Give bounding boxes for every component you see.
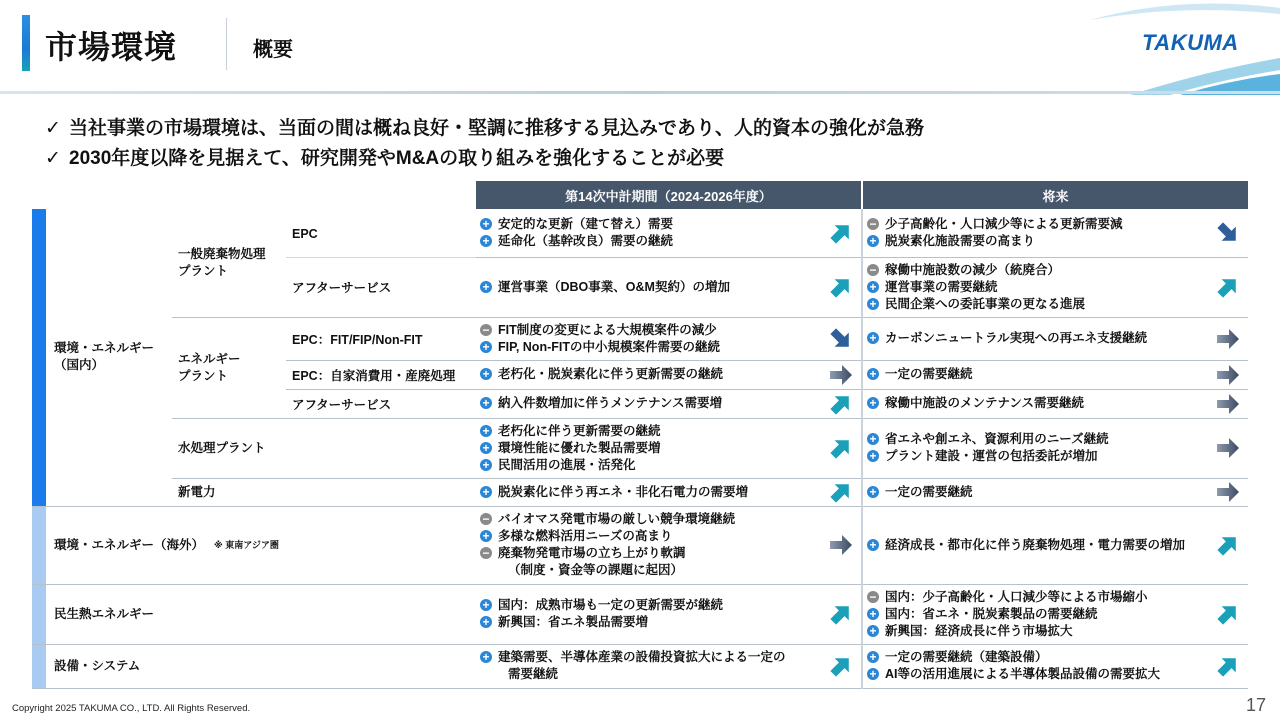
outlook-line: + 国内：省エネ・脱炭素製品の需要継続 [885,606,1218,623]
period-cell [476,360,862,389]
item-energy-after: アフターサービス [286,389,476,418]
arrow-up-icon [829,602,853,626]
future-cell [862,644,1248,688]
arrow-down-icon [1216,221,1240,245]
arrow-right-icon [1216,363,1240,387]
future-cell [862,506,1248,584]
outlook-line: 需要継続 [508,667,559,681]
future-cell [862,478,1248,506]
plus-icon: + [480,459,492,471]
page-subtitle: 概要 [253,39,293,61]
plus-icon: + [867,281,879,293]
plus-icon: + [867,539,879,551]
subcategory-energy: エネルギー プラント [172,317,286,418]
outlook-line: （制度・資金等の課題に起因） [508,563,684,577]
category-bar-domestic [32,209,46,506]
arrow-right-icon [1216,327,1240,351]
arrow-right-icon [829,363,853,387]
outlook-line: + 経済成長・都市化に伴う廃棄物処理・電力需要の増加 [885,537,1218,554]
outlook-line: + プラント建設・運営の包括委託が増加 [885,448,1218,465]
outlook-line: − 廃棄物発電市場の立ち上がり軟調 [498,545,831,562]
outlook-line: + AI等の活用進展による半導体製品設備の需要拡大 [885,666,1218,683]
item-waste-epc: EPC [286,209,476,257]
future-cell [862,389,1248,418]
outlook-line: − 少子高齢化・人口減少等による更新需要減 [885,216,1218,233]
minus-icon: − [480,513,492,525]
plus-icon: + [480,616,492,628]
arrow-up-icon [829,436,853,460]
outlook-line: + 民間活用の進展・活発化 [498,457,831,474]
outlook-line: + 脱炭素化に伴う再エネ・非化石電力の需要増 [498,484,831,501]
outlook-line: + 老朽化に伴う更新需要の継続 [498,423,831,440]
copyright: Copyright 2025 TAKUMA CO., LTD. All Rights Reserved. [12,703,251,714]
arrow-up-icon [1216,602,1240,626]
category-heat: 民生熱エネルギー [46,584,476,644]
outlook-line: + 納入件数増加に伴うメンテナンス需要増 [498,395,831,412]
period-cell [476,478,862,506]
outlook-line: + 新興国：省エネ製品需要増 [498,614,831,631]
region-note: ※ 東南アジア圏 [214,539,279,550]
plus-icon: + [480,281,492,293]
page-title: 市場環境 [45,29,178,65]
outlook-line: + 老朽化・脱炭素化に伴う更新需要の継続 [498,366,831,383]
check-icon: ✓ [45,118,61,139]
arrow-right-icon [1216,436,1240,460]
outlook-line: + 延命化（基幹改良）需要の継続 [498,233,831,250]
future-cell [862,584,1248,644]
period-cell [476,584,862,644]
plus-icon: + [867,332,879,344]
plus-icon: + [867,397,879,409]
minus-icon: − [480,547,492,559]
outlook-line: + 一定の需要継続 [885,366,1218,383]
outlook-line: + FIP, Non-FITの中小規模案件需要の継続 [498,339,831,356]
future-cell [862,360,1248,389]
category-bar-heat [32,584,46,644]
minus-icon: − [867,218,879,230]
outlook-line: + 脱炭素化施設需要の高まり [885,233,1218,250]
outlook-line: + 多様な燃料活用ニーズの高まり [498,528,831,545]
outlook-line: + 新興国：経済成長に伴う市場拡大 [885,623,1218,640]
category-overseas: 環境・エネルギー（海外） $^{※ 東南アジア圏}$ [46,506,476,584]
plus-icon: + [480,368,492,380]
outlook-line: − 稼働中施設数の減少（統廃合） [885,262,1218,279]
plus-icon: + [480,341,492,353]
future-cell [862,209,1248,257]
plus-icon: + [480,235,492,247]
subcategory-power: 新電力 [172,478,476,506]
plus-icon: + [480,397,492,409]
arrow-up-icon [1216,533,1240,557]
arrow-up-icon [829,480,853,504]
arrow-down-icon [829,327,853,351]
subcategory-water: 水処理プラント [172,418,476,478]
header-underline [0,91,1280,94]
plus-icon: + [480,425,492,437]
arrow-up-icon [829,275,853,299]
market-table [32,181,1248,689]
arrow-right-icon [829,533,853,557]
future-cell [862,418,1248,478]
summary-bullet: ✓ 2030年度以降を見据えて、研究開発やM&Aの取り組みを強化することが必要 [45,144,924,174]
outlook-line: + 省エネや創エネ、資源利用のニーズ継続 [885,431,1218,448]
period-cell [476,317,862,360]
minus-icon: − [867,591,879,603]
summary-bullet: ✓ 当社事業の市場環境は、当面の間は概ね良好・堅調に推移する見込みであり、人的資本の強化が急務 [45,114,924,144]
outlook-line: + 運営事業の需要継続 [885,279,1218,296]
period-cell [476,209,862,257]
category-bar-overseas [32,506,46,584]
category-domestic: 環境・エネルギー （国内） [46,209,172,506]
outlook-line: + 一定の需要継続（建築設備） [885,649,1218,666]
outlook-line: − 国内：少子高齢化・人口減少等による市場縮小 [885,589,1218,606]
plus-icon: + [480,530,492,542]
period-cell [476,257,862,317]
plus-icon: + [867,486,879,498]
category-bar-equipment [32,644,46,688]
plus-icon: + [480,651,492,663]
outlook-line: + 国内：成熟市場も一定の更新需要が継続 [498,597,831,614]
outlook-line: + 運営事業（DBO事業、O&M契約）の増加 [498,279,831,296]
arrow-up-icon [1216,275,1240,299]
arrow-up-icon [829,392,853,416]
period-cell [476,506,862,584]
title-divider [226,18,227,70]
plus-icon: + [867,368,879,380]
company-logo: TAKUMA [1142,30,1239,55]
period-cell [476,644,862,688]
plus-icon: + [480,599,492,611]
future-cell [862,257,1248,317]
period-cell [476,418,862,478]
plus-icon: + [867,625,879,637]
item-energy-fit: EPC：FIT/FIP/Non-FIT [286,317,476,360]
plus-icon: + [867,651,879,663]
outlook-line: + 民間企業への委託事業の更なる進展 [885,296,1218,313]
plus-icon: + [867,235,879,247]
arrow-right-icon [1216,480,1240,504]
plus-icon: + [480,442,492,454]
minus-icon: − [867,264,879,276]
plus-icon: + [867,668,879,680]
arrow-right-icon [1216,392,1240,416]
outlook-line: − バイオマス発電市場の厳しい競争環境継続 [498,511,831,528]
header-period: 第14次中計期間（2024-2026年度） [476,181,862,209]
plus-icon: + [867,450,879,462]
title-accent-bar [22,15,30,71]
item-energy-self: EPC：自家消費用・産廃処理 [286,360,476,389]
subcategory-waste: 一般廃棄物処理 プラント [172,209,286,317]
arrow-up-icon [1216,654,1240,678]
plus-icon: + [867,433,879,445]
future-cell [862,317,1248,360]
plus-icon: + [867,298,879,310]
plus-icon: + [480,218,492,230]
plus-icon: + [867,608,879,620]
arrow-up-icon [829,221,853,245]
outlook-line: + 環境性能に優れた製品需要増 [498,440,831,457]
category-equipment: 設備・システム [46,644,476,688]
plus-icon: + [480,486,492,498]
outlook-line: + 稼働中施設のメンテナンス需要継続 [885,395,1218,412]
header-future: 将来 [862,181,1248,209]
check-icon: ✓ [45,148,61,169]
outlook-line: + 建築需要、半導体産業の設備投資拡大による一定の [498,649,831,666]
outlook-line: − FIT制度の変更による大規模案件の減少 [498,322,831,339]
summary-bullets [45,114,924,174]
item-waste-after: アフターサービス [286,257,476,317]
page-number: 17 [1246,695,1267,715]
arrow-up-icon [829,654,853,678]
outlook-line: + 一定の需要継続 [885,484,1218,501]
minus-icon: − [480,324,492,336]
period-cell [476,389,862,418]
outlook-line: + 安定的な更新（建て替え）需要 [498,216,831,233]
outlook-line: + カーボンニュートラル実現への再エネ支援継続 [885,330,1218,347]
